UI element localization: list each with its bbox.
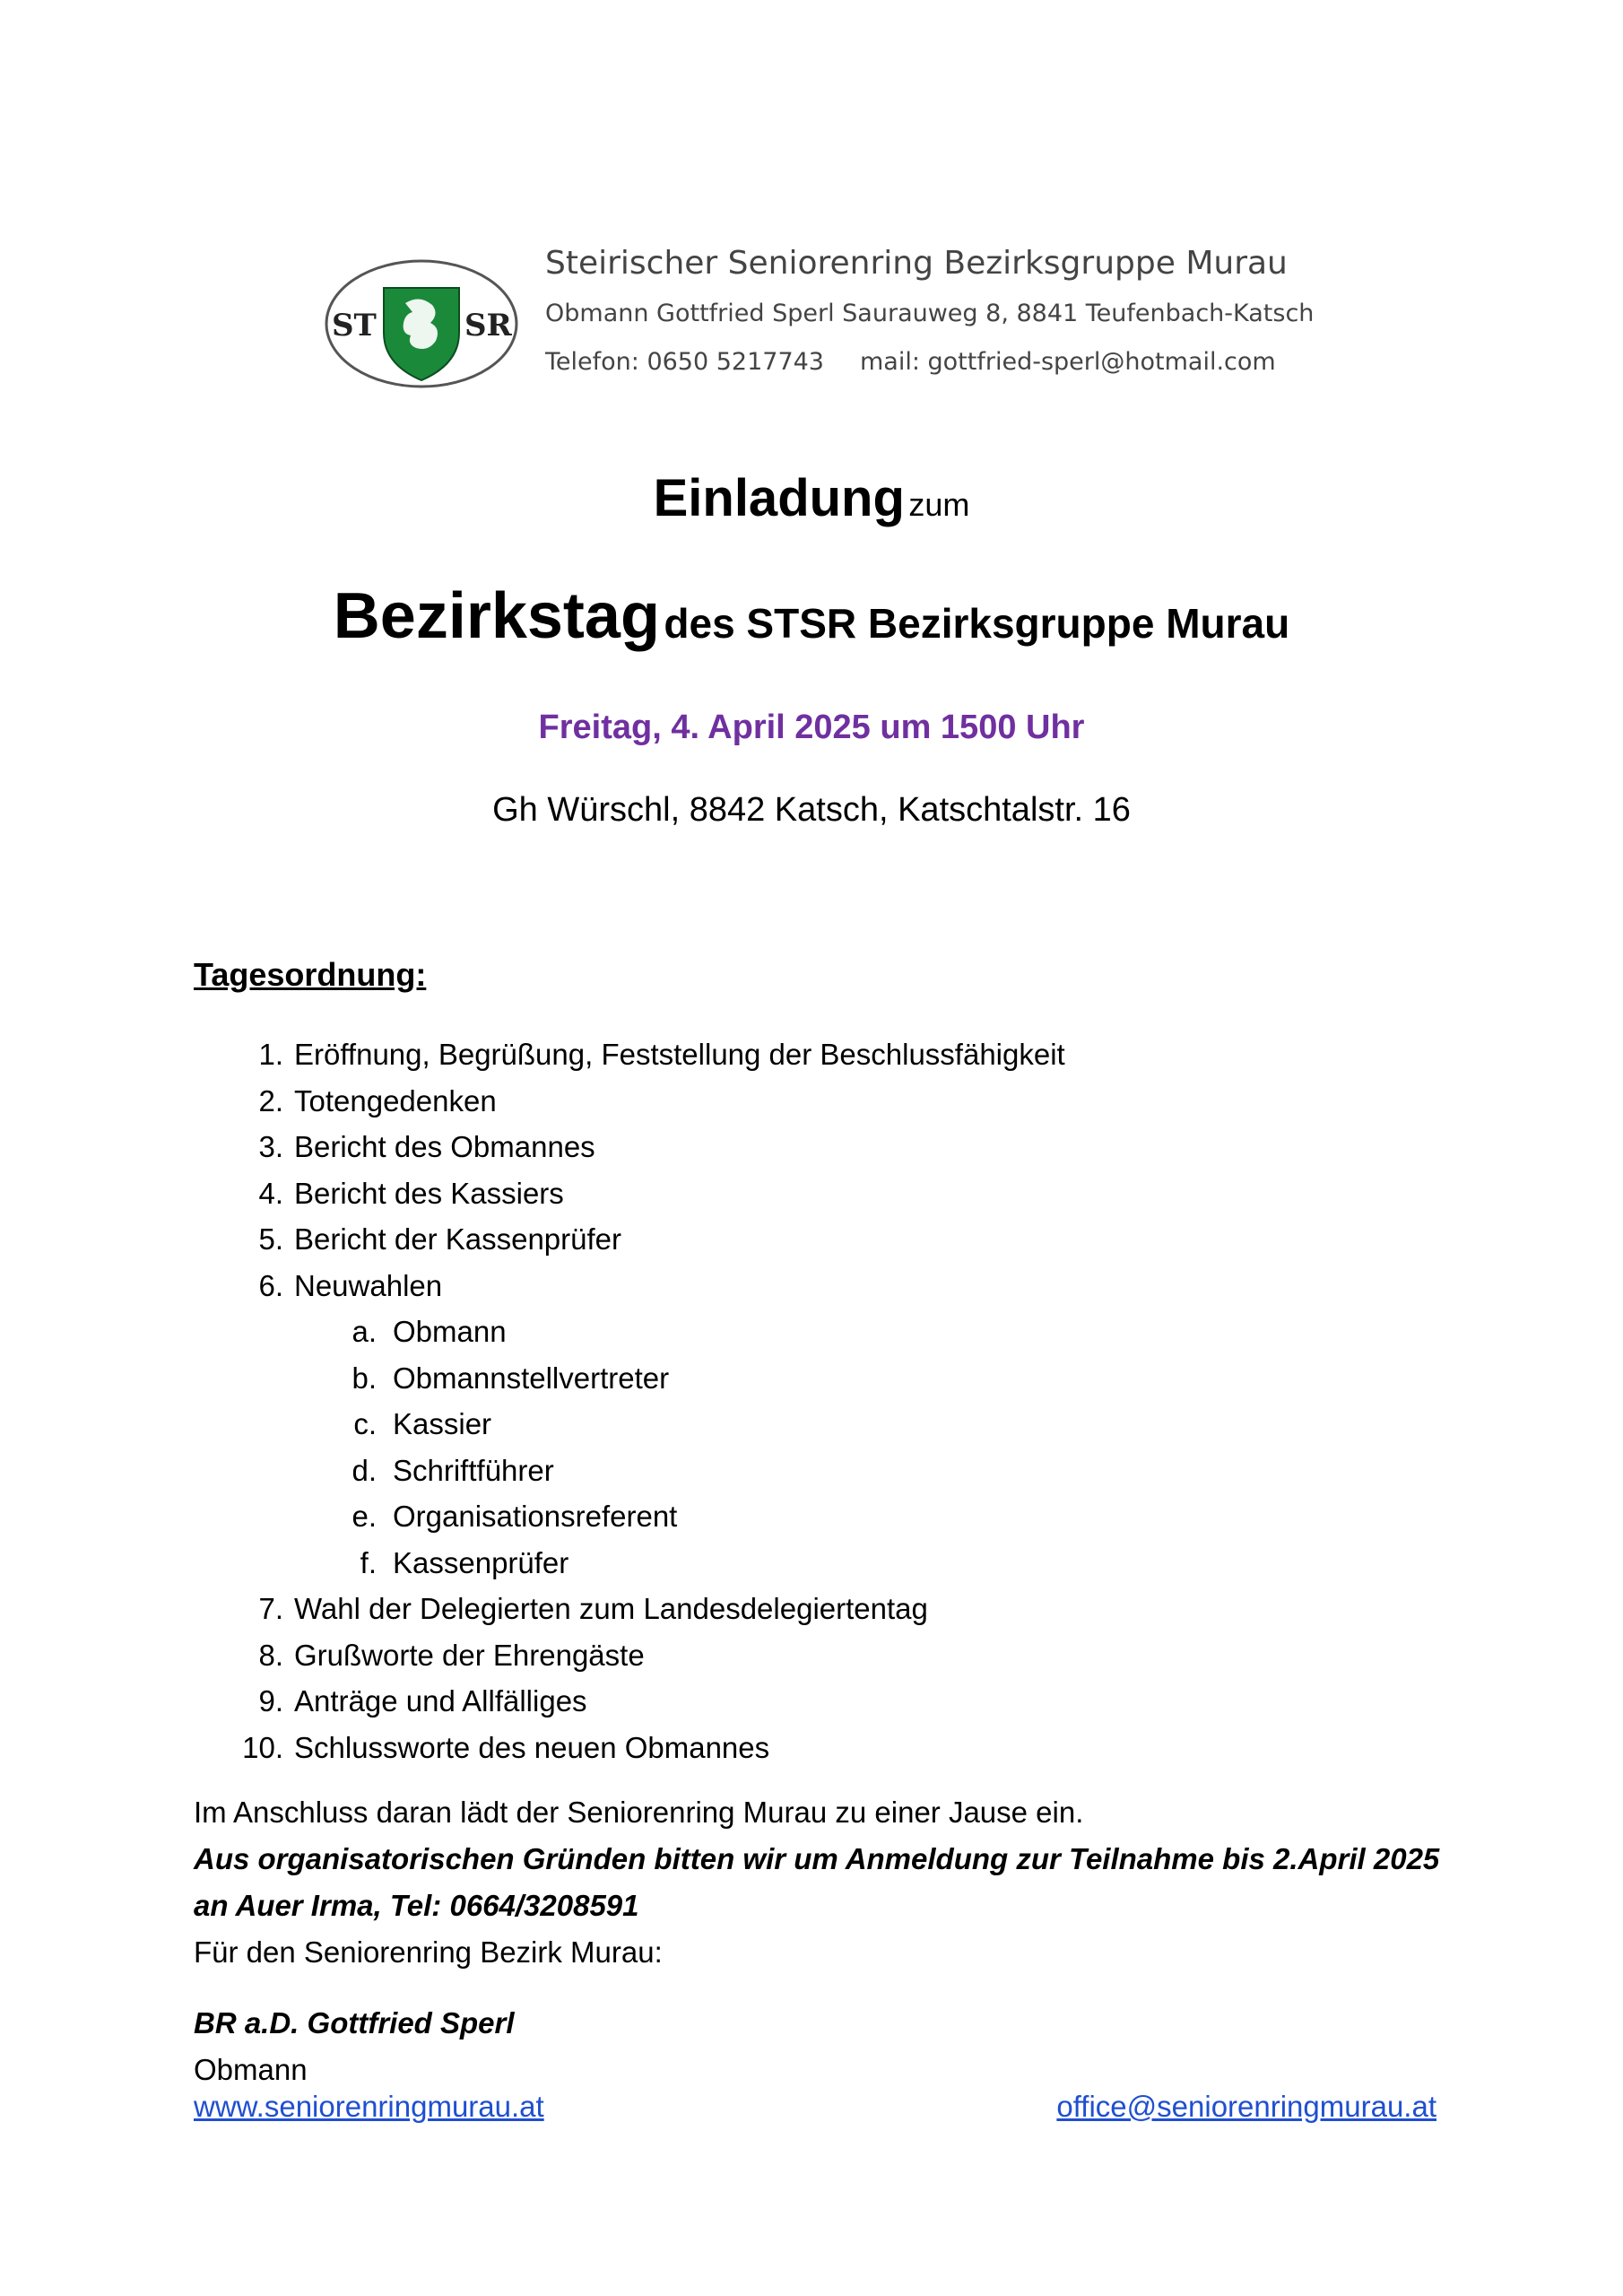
invitation-heading — [0, 468, 1623, 528]
signature-block — [194, 2000, 515, 2093]
agenda-item-number: 4. — [258, 1176, 283, 1210]
agenda-subitem-text: Organisationsreferent — [393, 1500, 678, 1533]
event-venue: Gh Würschl, 8842 Katsch, Katschtalstr. 16 — [492, 791, 1131, 829]
agenda-item-text: Bericht des Obmannes — [294, 1130, 595, 1163]
event-date: Freitag, 4. April 2025 um 1500 Uhr — [538, 709, 1085, 746]
signatory-name: BR a.D. Gottfried Sperl — [194, 2006, 515, 2039]
registration-note: Aus organisatorischen Gründen bitten wir um Anmeldung zur Teilnahme bis 2.April 2025 — [194, 1842, 1440, 1875]
agenda-item-number: 5. — [258, 1222, 283, 1256]
agenda-item-number: 7. — [258, 1592, 283, 1625]
agenda-subitem-text: Obmannstellvertreter — [393, 1361, 670, 1395]
logo-left-letters: ST — [332, 308, 377, 344]
agenda-subitem-text: Kassenprüfer — [393, 1545, 569, 1579]
organization-logo — [323, 257, 520, 391]
agenda-subitem-letter: a. — [352, 1315, 377, 1348]
contact-line — [545, 344, 1314, 380]
signatory-role: Obmann — [194, 2053, 308, 2086]
agenda-subitem-letter: c. — [353, 1407, 377, 1440]
agenda-item-number: 6. — [258, 1268, 283, 1302]
agenda-subitem-text: Obmann — [393, 1315, 507, 1348]
agenda-subitem-text: Schriftführer — [393, 1453, 554, 1487]
agenda-item-text: Totengedenken — [294, 1083, 497, 1118]
agenda-item-number: 8. — [258, 1638, 283, 1672]
invitation-word: Einladung — [653, 469, 905, 527]
agenda-item-text: Eröffnung, Begrüßung, Feststellung der Beschlussfähigkeit — [294, 1038, 1065, 1071]
phone-number: Telefon: 0650 5217743 — [545, 348, 824, 376]
agenda-item-number: 3. — [258, 1130, 283, 1163]
agenda-item-text: Anträge und Allfälliges — [294, 1684, 587, 1718]
agenda-item-text: Neuwahlen — [294, 1268, 443, 1302]
organization-name: Steirischer Seniorenring Bezirksgruppe Murau — [545, 245, 1288, 282]
agenda-item-text: Bericht des Kassiers — [294, 1176, 564, 1210]
agenda-item-text: Grußworte der Ehrengäste — [294, 1638, 645, 1672]
agenda-subitem-text: Kassier — [393, 1407, 492, 1440]
event-title-rest: des STSR Bezirksgruppe Murau — [664, 600, 1290, 647]
agenda-item-number: 2. — [258, 1083, 283, 1118]
registration-contact: an Auer Irma, Tel: 0664/3208591 — [194, 1889, 639, 1922]
agenda-item-number: 10. — [242, 1730, 283, 1764]
agenda-item-number: 9. — [258, 1684, 283, 1718]
closing-paragraph — [194, 1789, 1449, 1976]
agenda-item-text: Schlussworte des neuen Obmannes — [294, 1730, 770, 1764]
agenda-subitem-letter: b. — [352, 1361, 377, 1395]
website-link[interactable]: www.seniorenringmurau.at — [194, 2090, 544, 2123]
organization-address: Obmann Gottfried Sperl Saurauweg 8, 8841 Teufenbach-Katsch — [545, 300, 1315, 327]
agenda-subitem-letter: f. — [360, 1545, 377, 1579]
agenda-item-text: Bericht der Kassenprüfer — [294, 1222, 622, 1256]
contact-email: mail: gottfried-sperl@hotmail.com — [860, 348, 1276, 376]
closing-snack-note: Im Anschluss daran lädt der Seniorenring Murau zu einer Jause ein. — [194, 1796, 1084, 1829]
agenda-item-text: Wahl der Delegierten zum Landesdelegiertentag — [294, 1592, 928, 1625]
event-title — [0, 579, 1623, 653]
event-title-main: Bezirkstag — [333, 580, 660, 652]
signoff-line: Für den Seniorenring Bezirk Murau: — [194, 1935, 663, 1969]
letterhead — [323, 235, 1336, 396]
agenda-heading: Tagesordnung: — [194, 956, 427, 993]
agenda-subitem-letter: d. — [352, 1453, 377, 1487]
invitation-suffix: zum — [908, 486, 970, 523]
agenda-subitem-letter: e. — [352, 1500, 377, 1533]
agenda-item-number: 1. — [258, 1038, 283, 1071]
email-link[interactable]: office@seniorenringmurau.at — [1056, 2090, 1436, 2123]
logo-right-letters: SR — [464, 308, 512, 344]
